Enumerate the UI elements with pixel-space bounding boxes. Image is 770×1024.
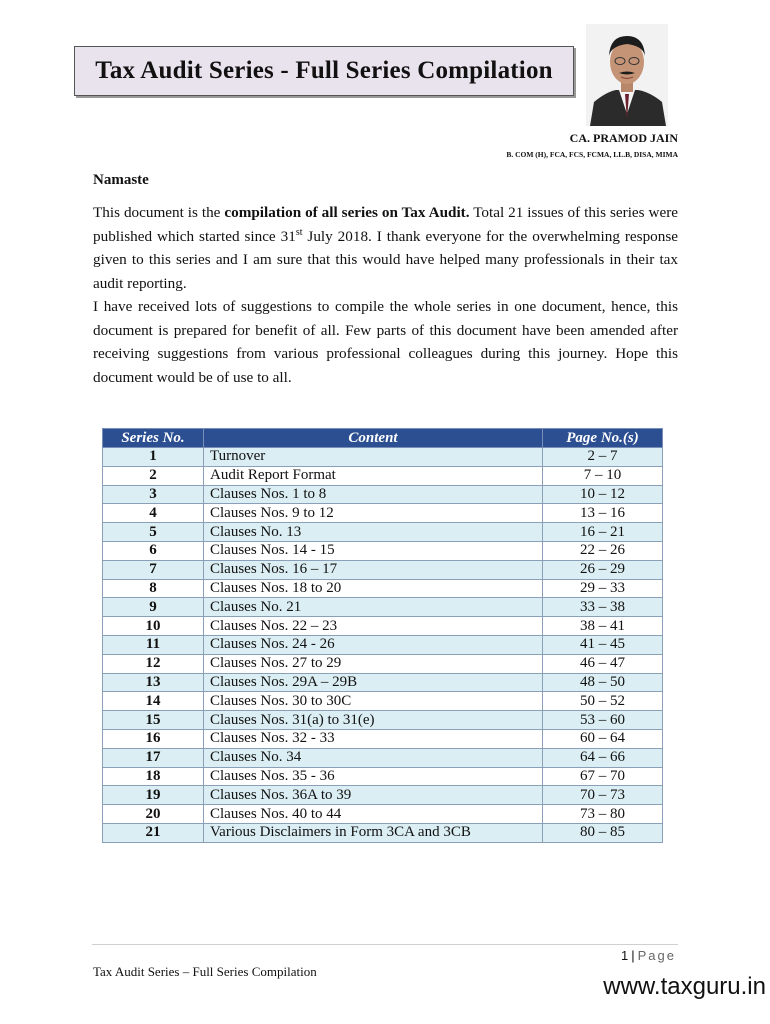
greeting: Namaste xyxy=(93,172,149,188)
table-row xyxy=(103,748,663,767)
table-row xyxy=(103,635,663,654)
page-nos-cell: 26 – 29 xyxy=(543,560,663,579)
table-row xyxy=(103,654,663,673)
series-no-cell: 15 xyxy=(103,711,204,730)
page-nos-cell: 73 – 80 xyxy=(543,805,663,824)
header-page-nos: Page No.(s) xyxy=(543,429,663,448)
table-row xyxy=(103,786,663,805)
table-row xyxy=(103,504,663,523)
page-nos-cell: 13 – 16 xyxy=(543,504,663,523)
table-row xyxy=(103,560,663,579)
content-cell: Clauses Nos. 14 - 15 xyxy=(204,541,543,560)
page-nos-cell: 7 – 10 xyxy=(543,466,663,485)
table-row xyxy=(103,448,663,467)
content-cell: Clauses Nos. 27 to 29 xyxy=(204,654,543,673)
series-no-cell: 2 xyxy=(103,466,204,485)
table-row xyxy=(103,767,663,786)
series-no-cell: 4 xyxy=(103,504,204,523)
content-cell: Clauses Nos. 30 to 30C xyxy=(204,692,543,711)
content-cell: Clauses Nos. 18 to 20 xyxy=(204,579,543,598)
intro-bold-text: compilation of all series on Tax Audit. xyxy=(224,204,470,221)
series-no-cell: 6 xyxy=(103,541,204,560)
page-nos-cell: 38 – 41 xyxy=(543,617,663,636)
content-cell: Clauses Nos. 40 to 44 xyxy=(204,805,543,824)
page-nos-cell: 70 – 73 xyxy=(543,786,663,805)
page-nos-cell: 16 – 21 xyxy=(543,523,663,542)
author-qualifications: B. COM (H), FCA, FCS, FCMA, LL.B, DISA, MIMA xyxy=(506,150,678,159)
intro-text-c: July 2018. I thank everyone for the overwhelming response given to this series and I am sure that this would have helped many professionals in their tax audit reporting. xyxy=(93,227,678,292)
content-cell: Clauses Nos. 29A – 29B xyxy=(204,673,543,692)
content-cell: Audit Report Format xyxy=(204,466,543,485)
content-cell: Clauses Nos. 9 to 12 xyxy=(204,504,543,523)
table-row xyxy=(103,729,663,748)
title-box xyxy=(74,46,574,96)
header-content: Content xyxy=(204,429,543,448)
series-no-cell: 14 xyxy=(103,692,204,711)
page-nos-cell: 46 – 47 xyxy=(543,654,663,673)
page-nos-cell: 2 – 7 xyxy=(543,448,663,467)
table-row xyxy=(103,598,663,617)
content-cell: Clauses Nos. 36A to 39 xyxy=(204,786,543,805)
series-no-cell: 12 xyxy=(103,654,204,673)
document-title: Tax Audit Series - Full Series Compilation xyxy=(95,57,553,84)
content-cell: Turnover xyxy=(204,448,543,467)
page-nos-cell: 64 – 66 xyxy=(543,748,663,767)
content-cell: Clauses Nos. 31(a) to 31(e) xyxy=(204,711,543,730)
table-row xyxy=(103,692,663,711)
footer-doc-title: Tax Audit Series – Full Series Compilation xyxy=(93,964,317,979)
content-cell: Clauses Nos. 24 - 26 xyxy=(204,635,543,654)
content-cell: Clauses No. 21 xyxy=(204,598,543,617)
page-nos-cell: 67 – 70 xyxy=(543,767,663,786)
table-row xyxy=(103,823,663,842)
series-no-cell: 16 xyxy=(103,729,204,748)
page-nos-cell: 53 – 60 xyxy=(543,711,663,730)
page-word: Page xyxy=(637,948,676,963)
table-body xyxy=(103,448,663,843)
content-cell: Clauses No. 34 xyxy=(204,748,543,767)
footer-divider xyxy=(92,944,678,945)
page-nos-cell: 60 – 64 xyxy=(543,729,663,748)
table-row xyxy=(103,711,663,730)
series-no-cell: 20 xyxy=(103,805,204,824)
page-nos-cell: 10 – 12 xyxy=(543,485,663,504)
series-no-cell: 17 xyxy=(103,748,204,767)
series-no-cell: 11 xyxy=(103,635,204,654)
intro-text-a: This document is the xyxy=(93,204,225,221)
table-row xyxy=(103,485,663,504)
second-paragraph: I have received lots of suggestions to compile the whole series in one document, hence, this document is prepared for benefit of all. Few parts of this document have been amended after receiving suggestions from various professional colleagues during this journey. Hope this document would be of use to all. xyxy=(93,298,678,386)
page-nos-cell: 22 – 26 xyxy=(543,541,663,560)
table-row xyxy=(103,673,663,692)
series-no-cell: 3 xyxy=(103,485,204,504)
header-series-no: Series No. xyxy=(103,429,204,448)
content-cell: Clauses Nos. 35 - 36 xyxy=(204,767,543,786)
page-nos-cell: 41 – 45 xyxy=(543,635,663,654)
author-name: CA. PRAMOD JAIN xyxy=(569,131,678,145)
content-cell: Clauses No. 13 xyxy=(204,523,543,542)
page-number xyxy=(621,948,676,963)
page-nos-cell: 33 – 38 xyxy=(543,598,663,617)
content-cell: Clauses Nos. 16 – 17 xyxy=(204,560,543,579)
page-nos-cell: 50 – 52 xyxy=(543,692,663,711)
table-row xyxy=(103,617,663,636)
intro-text-b: Total 21 issues of this series were published which started since 31 xyxy=(93,204,679,245)
content-cell: Clauses Nos. 32 - 33 xyxy=(204,729,543,748)
series-no-cell: 18 xyxy=(103,767,204,786)
table-row xyxy=(103,579,663,598)
table-row xyxy=(103,523,663,542)
date-suffix: st xyxy=(295,226,303,238)
table-row xyxy=(103,466,663,485)
series-no-cell: 7 xyxy=(103,560,204,579)
series-no-cell: 9 xyxy=(103,598,204,617)
content-cell: Clauses Nos. 1 to 8 xyxy=(204,485,543,504)
series-no-cell: 5 xyxy=(103,523,204,542)
website-link[interactable]: www.taxguru.in xyxy=(603,973,766,1000)
page-number-value: 1 xyxy=(621,948,629,963)
table-row xyxy=(103,541,663,560)
series-no-cell: 1 xyxy=(103,448,204,467)
page-nos-cell: 48 – 50 xyxy=(543,673,663,692)
table-row xyxy=(103,805,663,824)
page-nos-cell: 29 – 33 xyxy=(543,579,663,598)
series-no-cell: 13 xyxy=(103,673,204,692)
intro-paragraph xyxy=(93,201,678,295)
series-no-cell: 8 xyxy=(103,579,204,598)
author-photo xyxy=(586,24,668,126)
content-cell: Clauses Nos. 22 – 23 xyxy=(204,617,543,636)
series-no-cell: 19 xyxy=(103,786,204,805)
series-no-cell: 21 xyxy=(103,823,204,842)
series-no-cell: 10 xyxy=(103,617,204,636)
table-header-row xyxy=(103,429,663,448)
series-table xyxy=(102,428,663,843)
page-nos-cell: 80 – 85 xyxy=(543,823,663,842)
content-cell: Various Disclaimers in Form 3CA and 3CB xyxy=(204,823,543,842)
page-separator: | xyxy=(631,948,635,963)
